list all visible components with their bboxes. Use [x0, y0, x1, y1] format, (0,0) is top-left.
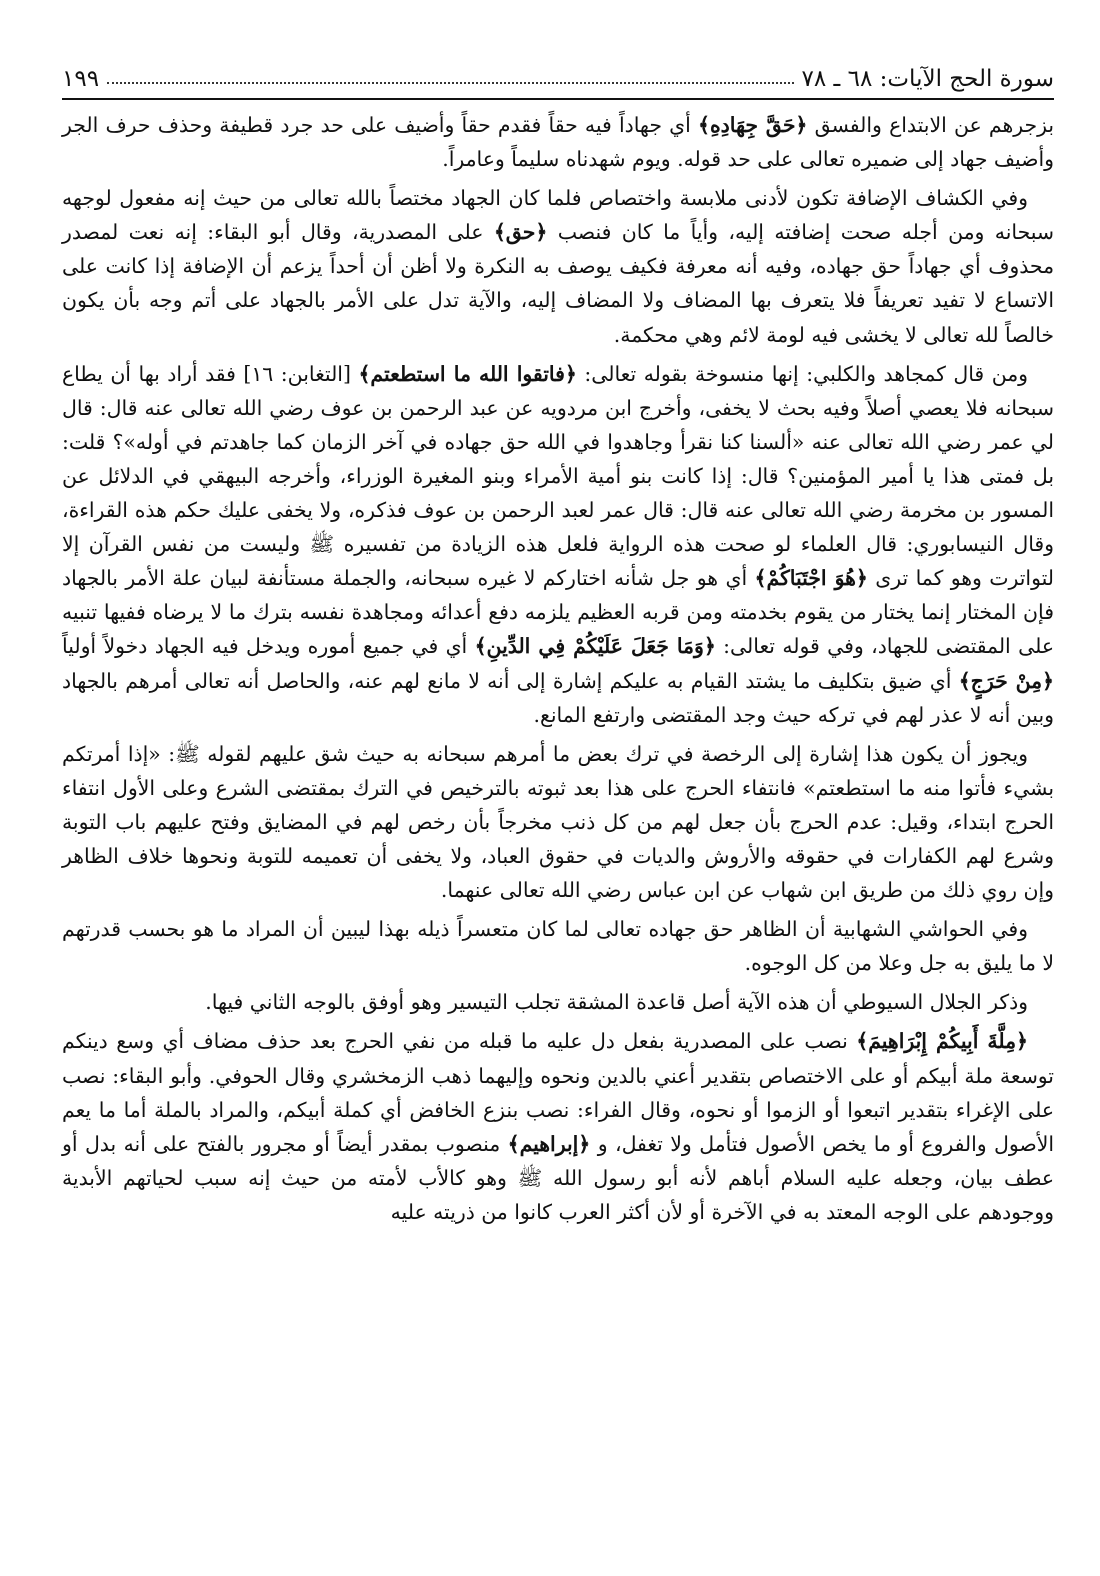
running-title: سورة الحج الآيات: ٦٨ ـ ٧٨	[801, 66, 1054, 92]
text-segment: نصب على المصدرية بفعل دل عليه ما قبله من نفي الحرج بعد حذف مضاف أي وسع دينكم توسعة ملة أبيكم أو على الاختصاص بتقدير أعني بالدين ونحوه وإليهما ذهب الزمخشري وقال الحوفي. وأبو البقاء: نصب على الإغراء بتقدير اتبعوا أو الزموا أو نحوه، وقال الفراء: نصب بنزع الخافض أي كملة أبيكم، والمراد بالملة أما ما يعم الأصول والفروع أو ما يخص الأصول فتأمل ولا تغفل، و	[62, 1029, 1055, 1156]
text-segment: أي هو جل شأنه اختاركم لا غيره سبحانه، والجملة مستأنفة لبيان علة الأمر بالجهاد فإن المختار إنما يختار من يقوم بخدمته ومن قربه العظيم يلزمه دفع أعدائه ومجاهدة نفسه بترك ما لا يرضاه ففيها تنبيه على المقتضى للجهاد، وفي قوله تعالى:	[62, 566, 1054, 659]
body-text	[62, 108, 1054, 1229]
text-segment: بزجرهم عن الابتداع والفسق	[807, 113, 1054, 137]
text-segment: وفي الكشاف الإضافة تكون لأدنى ملابسة واختصاص فلما كان الجهاد مختصاً بالله تعالى من حيث إنه مفعول لوجهه سبحانه ومن أجله صحت إضافته إليه، وأياً ما كان فنصب	[62, 186, 1054, 245]
quran-quote: ﴿إبراهيم﴾	[507, 1131, 591, 1156]
text-segment: أي في جميع أموره ويدخل فيه الجهاد دخولاً أولياً	[62, 634, 475, 659]
text-segment: أي جهاداً فيه حقاً فقدم حقاً وأضيف على حد جرد قطيفة وحذف حرف الجر وأضيف جهاد إلى ضميره تعالى على حد قوله. ويوم شهدناه سليماً وعامراً.	[62, 113, 1054, 172]
paragraph	[62, 737, 1054, 907]
quran-quote: ﴿حَقَّ جِهَادِهِ﴾	[698, 113, 808, 137]
paragraph	[62, 108, 1054, 176]
page-number: ١٩٩	[62, 66, 100, 92]
text-segment: منصوب بمقدر أيضاً أو مجرور بالفتح على أنه بدل أو عطف بيان، وجعله عليه السلام أباهم لأنه أبو رسول الله ﷺ وهو كالأب لأمته من حيث إنه سبب لحياتهم الأبدية ووجودهم على الوجه المعتد به في الآخرة أو لأن أكثر العرب كانوا من ذريته عليه	[62, 1131, 1054, 1224]
paragraph	[62, 985, 1054, 1019]
text-segment: أي ضيق بتكليف ما يشتد القيام به عليكم إشارة إلى أنه لا مانع لهم عنه، والحاصل أنه تعالى أمرهم بالجهاد وبين أنه لا عذر لهم في تركه حيث وجد المقتضى وارتفع المانع.	[62, 668, 1054, 727]
paragraph	[62, 1024, 1054, 1229]
text-segment: ومن قال كمجاهد والكلبي: إنها منسوخة بقوله تعالى:	[576, 361, 1028, 386]
paragraph	[62, 181, 1054, 351]
text-segment: وفي الحواشي الشهابية أن الظاهر حق جهاده تعالى لما كان متعسراً ذيله بهذا ليبين أن المراد ما هو بحسب قدرتهم لا ما يليق به جل وعلا من كل الوجوه.	[62, 917, 1054, 976]
text-segment: على المصدرية، وقال أبو البقاء: إنه نعت لمصدر محذوف أي جهاداً حق جهاده، وفيه أنه معرفة فكيف يوصف به النكرة ولا أظن أن أحداً يزعم أن الإضافة إذا كانت على الاتساع لا تفيد تعريفاً فلا يتعرف بها المضاف ولا المضاف إليه، والآية تدل على الأمر بالجهاد على أتم وجه بأن يكون خالصاً لله تعالى لا يخشى فيه لومة لائم وهي محكمة.	[62, 220, 1054, 347]
book-page	[62, 52, 1054, 1234]
quran-quote: ﴿فاتقوا الله ما استطعتم﴾	[358, 361, 577, 386]
text-segment: [التغابن: ١٦] فقد أراد بها أن يطاع سبحانه فلا يعصي أصلاً وفيه بحث لا يخفى، وأخرج ابن مردويه عن عبد الرحمن بن عوف رضي الله تعالى عنه قال: قال لي عمر رضي الله تعالى عنه «ألسنا كنا نقرأ وجاهدوا في الله حق جهاده في آخر الزمان كما جاهدتم في أوله»؟ قلت: بل فمتى هذا يا أمير المؤمنين؟ قال: إذا كانت بنو أمية الأمراء وبنو المغيرة الوزراء، وأخرجه البيهقي في الدلائل عن المسور بن مخرمة رضي الله تعالى عنه قال: قال عمر لعبد الرحمن بن عوف فذكره، ولا يخفى عليك حكم هذه القراءة، وقال النيسابوري: قال العلماء لو صحت هذه الرواية فلعل هذه الزيادة من تفسيره ﷺ وليست من نفس القرآن إلا لتواترت وهو كما ترى	[62, 361, 1054, 591]
page-header	[62, 52, 1054, 100]
text-segment: ويجوز أن يكون هذا إشارة إلى الرخصة في ترك بعض ما أمرهم سبحانه به حيث شق عليهم لقوله ﷺ: «إذا أمرتكم بشيء فأتوا منه ما استطعتم» فانتفاء الحرج على هذا بعد ثبوته بالترخيص في الترك بمقتضى الشرع وعلى الأول انتفاء الحرج ابتداء، وقيل: عدم الحرج بأن جعل لهم من كل ذنب مخرجاً بأن رخص لهم في المضايق وفتح عليهم باب التوبة وشرع لهم الكفارات في حقوقه والأروش والديات في حقوق العباد، ولا يخفى أن تعميمه للتوبة ونحوها خلاف الظاهر وإن روي ذلك من طريق ابن شهاب عن ابن عباس رضي الله تعالى عنهما.	[62, 741, 1054, 903]
dotted-leader	[107, 82, 793, 84]
quran-quote: ﴿حق﴾	[493, 220, 548, 245]
quran-quote: ﴿مِنْ حَرَجٍ﴾	[958, 668, 1054, 693]
paragraph	[62, 912, 1054, 980]
quran-quote: ﴿مِلَّةَ أَبِيكُمْ إِبْرَاهِيمَ﴾	[856, 1029, 1028, 1054]
quran-quote: ﴿هُوَ اجْتَبَاكُمْ﴾	[754, 566, 868, 591]
text-segment: وذكر الجلال السيوطي أن هذه الآية أصل قاعدة المشقة تجلب التيسير وهو أوفق بالوجه الثاني فيها.	[205, 990, 1028, 1015]
quran-quote: ﴿وَمَا جَعَلَ عَلَيْكُمْ فِي الدِّينِ﴾	[474, 634, 716, 659]
paragraph	[62, 357, 1054, 732]
